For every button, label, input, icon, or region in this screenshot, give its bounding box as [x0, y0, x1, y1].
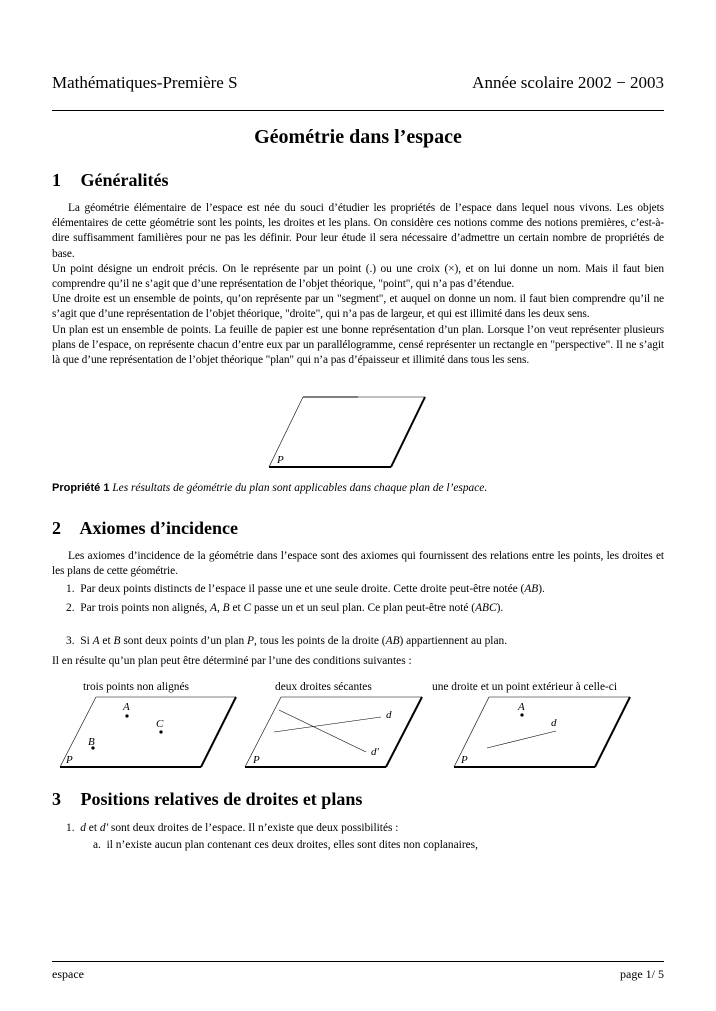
section-2-title: Axiomes d’incidence: [79, 518, 238, 538]
axioms-intro: Les axiomes d’incidence de la géométrie dans l’espace sont des axiomes qui fournissent des relations entre les points, les droites et les plans de cette géométrie.: [52, 550, 664, 578]
page-title: Géométrie dans l’espace: [254, 126, 462, 148]
relative-position-1a: a. il n’existe aucun plan contenant ces deux droites, elles sont dites non coplanaires,: [93, 839, 478, 851]
section-3-number: 3: [52, 789, 61, 809]
caption-three-points: trois points non alignés: [83, 681, 189, 693]
axiom-3: 3. Si A et B sont deux points d’un plan P, tous les points de la droite (AB) appartiennent au plan.: [66, 635, 508, 647]
line-d-label-2: d: [551, 717, 557, 729]
footer-left: espace: [52, 967, 84, 981]
footer-page-number: page 1/ 5: [620, 967, 664, 981]
axiom-1: 1. Par deux points distincts de l’espace il passe une et une seule droite. Cette droite peut-être notée (AB).: [66, 583, 545, 595]
axiom-2: 2. Par trois points non alignés, A, B et C passe un et un seul plan. Ce plan peut-être noté (ABC).: [66, 602, 504, 614]
figure-plane: [269, 397, 425, 467]
plane-p-label-3: P: [461, 754, 468, 766]
plane-label: P: [277, 454, 284, 466]
line-d-2: [487, 731, 556, 748]
section-1-title: Généralités: [80, 170, 169, 190]
property-label: Propriété 1: [52, 482, 110, 494]
paragraph-point: Un point désigne un endroit précis. On le représente par un point (.) ou une croix (×), et on lui donne un nom. Mais il faut bien comprendre qu’il ne s’agit que d’une représentation de l’objet théorique, "point", qui n’a pas d’étendue.: [52, 262, 664, 291]
figure-three-points: [60, 697, 236, 767]
line-d-label: d: [386, 709, 392, 721]
caption-line-and-point: une droite et un point extérieur à celle-ci: [432, 681, 618, 693]
paragraph-geometry-origin: La géométrie élémentaire de l’espace est née du souci d’étudier les propriétés de l’espace dans lequel nous vivons. Les objets élémentaires de cette géométrie sont les points, les droites et les plans. On considère ces notions comme des notions premières, c’est-à-dire suffisamment familières pour ne pas les définir. Pour leur étude il sera nécessaire d’admettre un certain nombre de propriétés de base.: [52, 202, 664, 260]
footer-rule: [52, 961, 664, 962]
figure-two-lines: [245, 697, 422, 767]
paragraph-line: Une droite est un ensemble de points, qu’on représente par un "segment", et auquel on donne un nom. il faut bien comprendre qu’il ne s’agit que d’une représentation de l’objet théorique, "droite", qui n’a pas de largeur, et qui est illimité dans les deux sens.: [52, 293, 664, 321]
relative-position-1: 1. d et d′ sont deux droites de l’espace. Il n’existe que deux possibilités :: [66, 822, 399, 834]
plane-p-label-1: P: [66, 754, 73, 766]
paragraph-plane: Un plan est un ensemble de points. La feuille de papier est une bonne représentation d’un plan. Lorsque l’on veut représenter plusieurs plans de l’espace, on représente chacun d’entre eux par un parallélogramme, censé représenter un rectangle en "perspective". Il ne s’agit là que d’une représentation de l’objet théorique "plan" qui n’a pas d’épaisseur et illimité dans tous les sens.: [52, 323, 664, 367]
point-c-label: C: [156, 718, 164, 730]
point-b-label: B: [88, 736, 95, 748]
plane-p-label-2: P: [253, 754, 260, 766]
caption-two-lines: deux droites sécantes: [275, 681, 372, 693]
line-d-prime: [279, 710, 366, 752]
header-subject: Mathématiques-Première S: [52, 73, 238, 92]
header-year: Année scolaire 2002 − 2003: [472, 73, 664, 92]
line-d: [274, 717, 381, 732]
line-d-prime-label: d′: [371, 746, 379, 758]
point-a-label-2: A: [518, 701, 525, 713]
section-3-heading: [52, 789, 362, 810]
section-1-number: 1: [52, 170, 61, 190]
point-a-label: A: [123, 701, 130, 713]
axioms-conclusion: Il en résulte qu’un plan peut être déterminé par l’une des conditions suivantes :: [52, 655, 412, 667]
figure-line-and-point: [454, 697, 630, 767]
section-2-number: 2: [52, 518, 61, 538]
property-text: Les résultats de géométrie du plan sont applicables dans chaque plan de l’espace.: [112, 482, 488, 494]
section-3-title: Positions relatives de droites et plans: [80, 789, 363, 809]
